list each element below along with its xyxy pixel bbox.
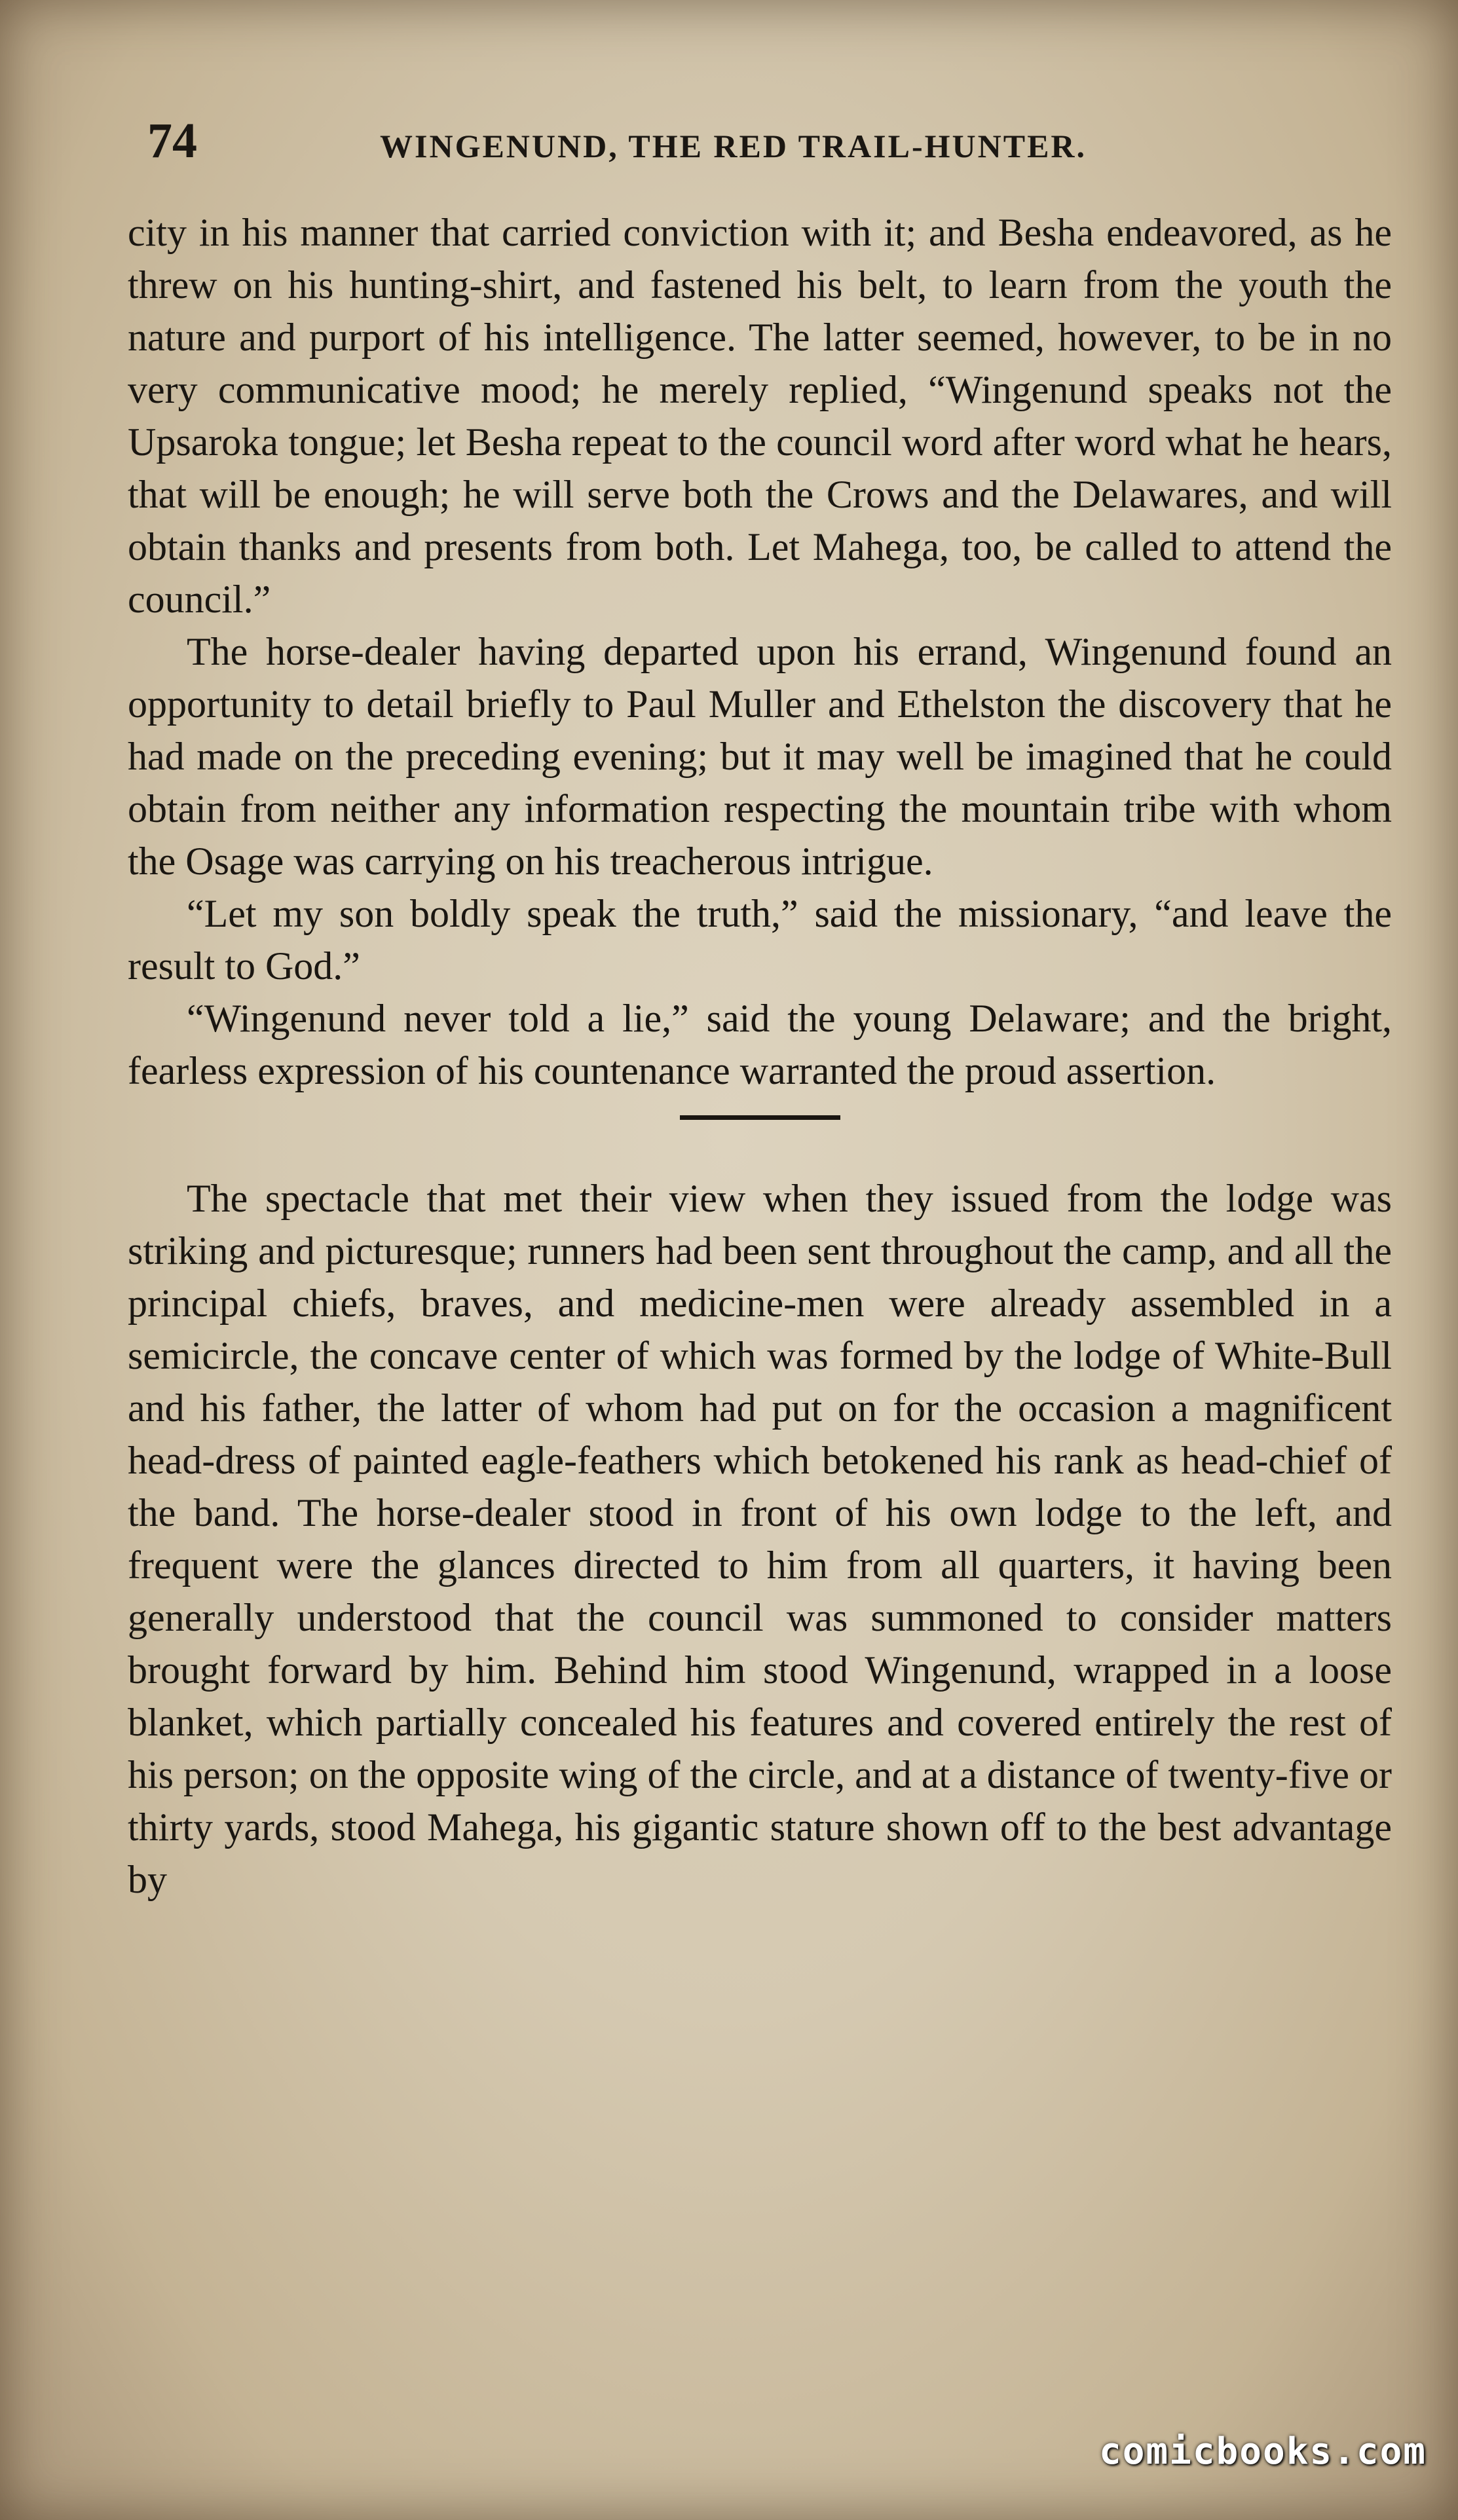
- paragraph: The spectacle that met their view when they issued from the lodge was striking and picturesque; runners had been sent throughout the camp, and all the principal chiefs, braves, and medicine-men were already assembled in a semicircle, the concave center of which was formed by the lodge of White-Bull and his father, the latter of whom had put on for the occasion a magnificent head-dress of painted eagle-feathers which betokened his rank as head-chief of the band. The horse-dealer stood in front of his own lodge to the left, and frequent were the glances directed to him from all quarters, it having been generally understood that the council was summoned to consider matters brought forward by him. Behind him stood Wingenund, wrapped in a loose blanket, which partially concealed his features and covered entirely the rest of his person; on the opposite wing of the circle, and at a distance of twenty-five or thirty yards, stood Mahega, his gigantic stature shown off to the best advantage by: [128, 1177, 1392, 1901]
- page-number: 74: [147, 113, 197, 168]
- watermark-logo: comicbooks.com: [1098, 2430, 1427, 2473]
- page-header: [147, 108, 1392, 174]
- paragraph: “Let my son boldly speak the truth,” said the missionary, “and leave the result to God.”: [128, 892, 1392, 988]
- paragraph-continuation: city in his manner that carried conviction with it; and Besha endeavored, as he threw on his hunting-shirt, and fastened his belt, to learn from the youth the nature and purport of his intelligence. The latter seemed, however, to be in no very communicative mood; he merely replied, “Wingenund speaks not the Upsaroka tongue; let Besha repeat to the council word after word what he hears, that will be enough; he will serve both the Crows and the Delawares, and will obtain thanks and presents from both. Let Mahega, too, be called to attend the council.”: [128, 211, 1392, 621]
- running-title: WINGENUND, THE RED TRAIL-HUNTER.: [380, 128, 1087, 164]
- body-text: [128, 206, 1392, 1906]
- paragraph: “Wingenund never told a lie,” said the young Delaware; and the bright, fearless expression of his countenance warranted the proud assertion.: [128, 997, 1392, 1092]
- section-divider: [680, 1115, 840, 1120]
- paragraph: The horse-dealer having departed upon his errand, Wingenund found an opportunity to detail briefly to Paul Muller and Ethelston the discovery that he had made on the preceding evening; but it may well be imagined that he could obtain from neither any information respecting the mountain tribe with whom the Osage was carrying on his treacherous intrigue.: [128, 630, 1392, 883]
